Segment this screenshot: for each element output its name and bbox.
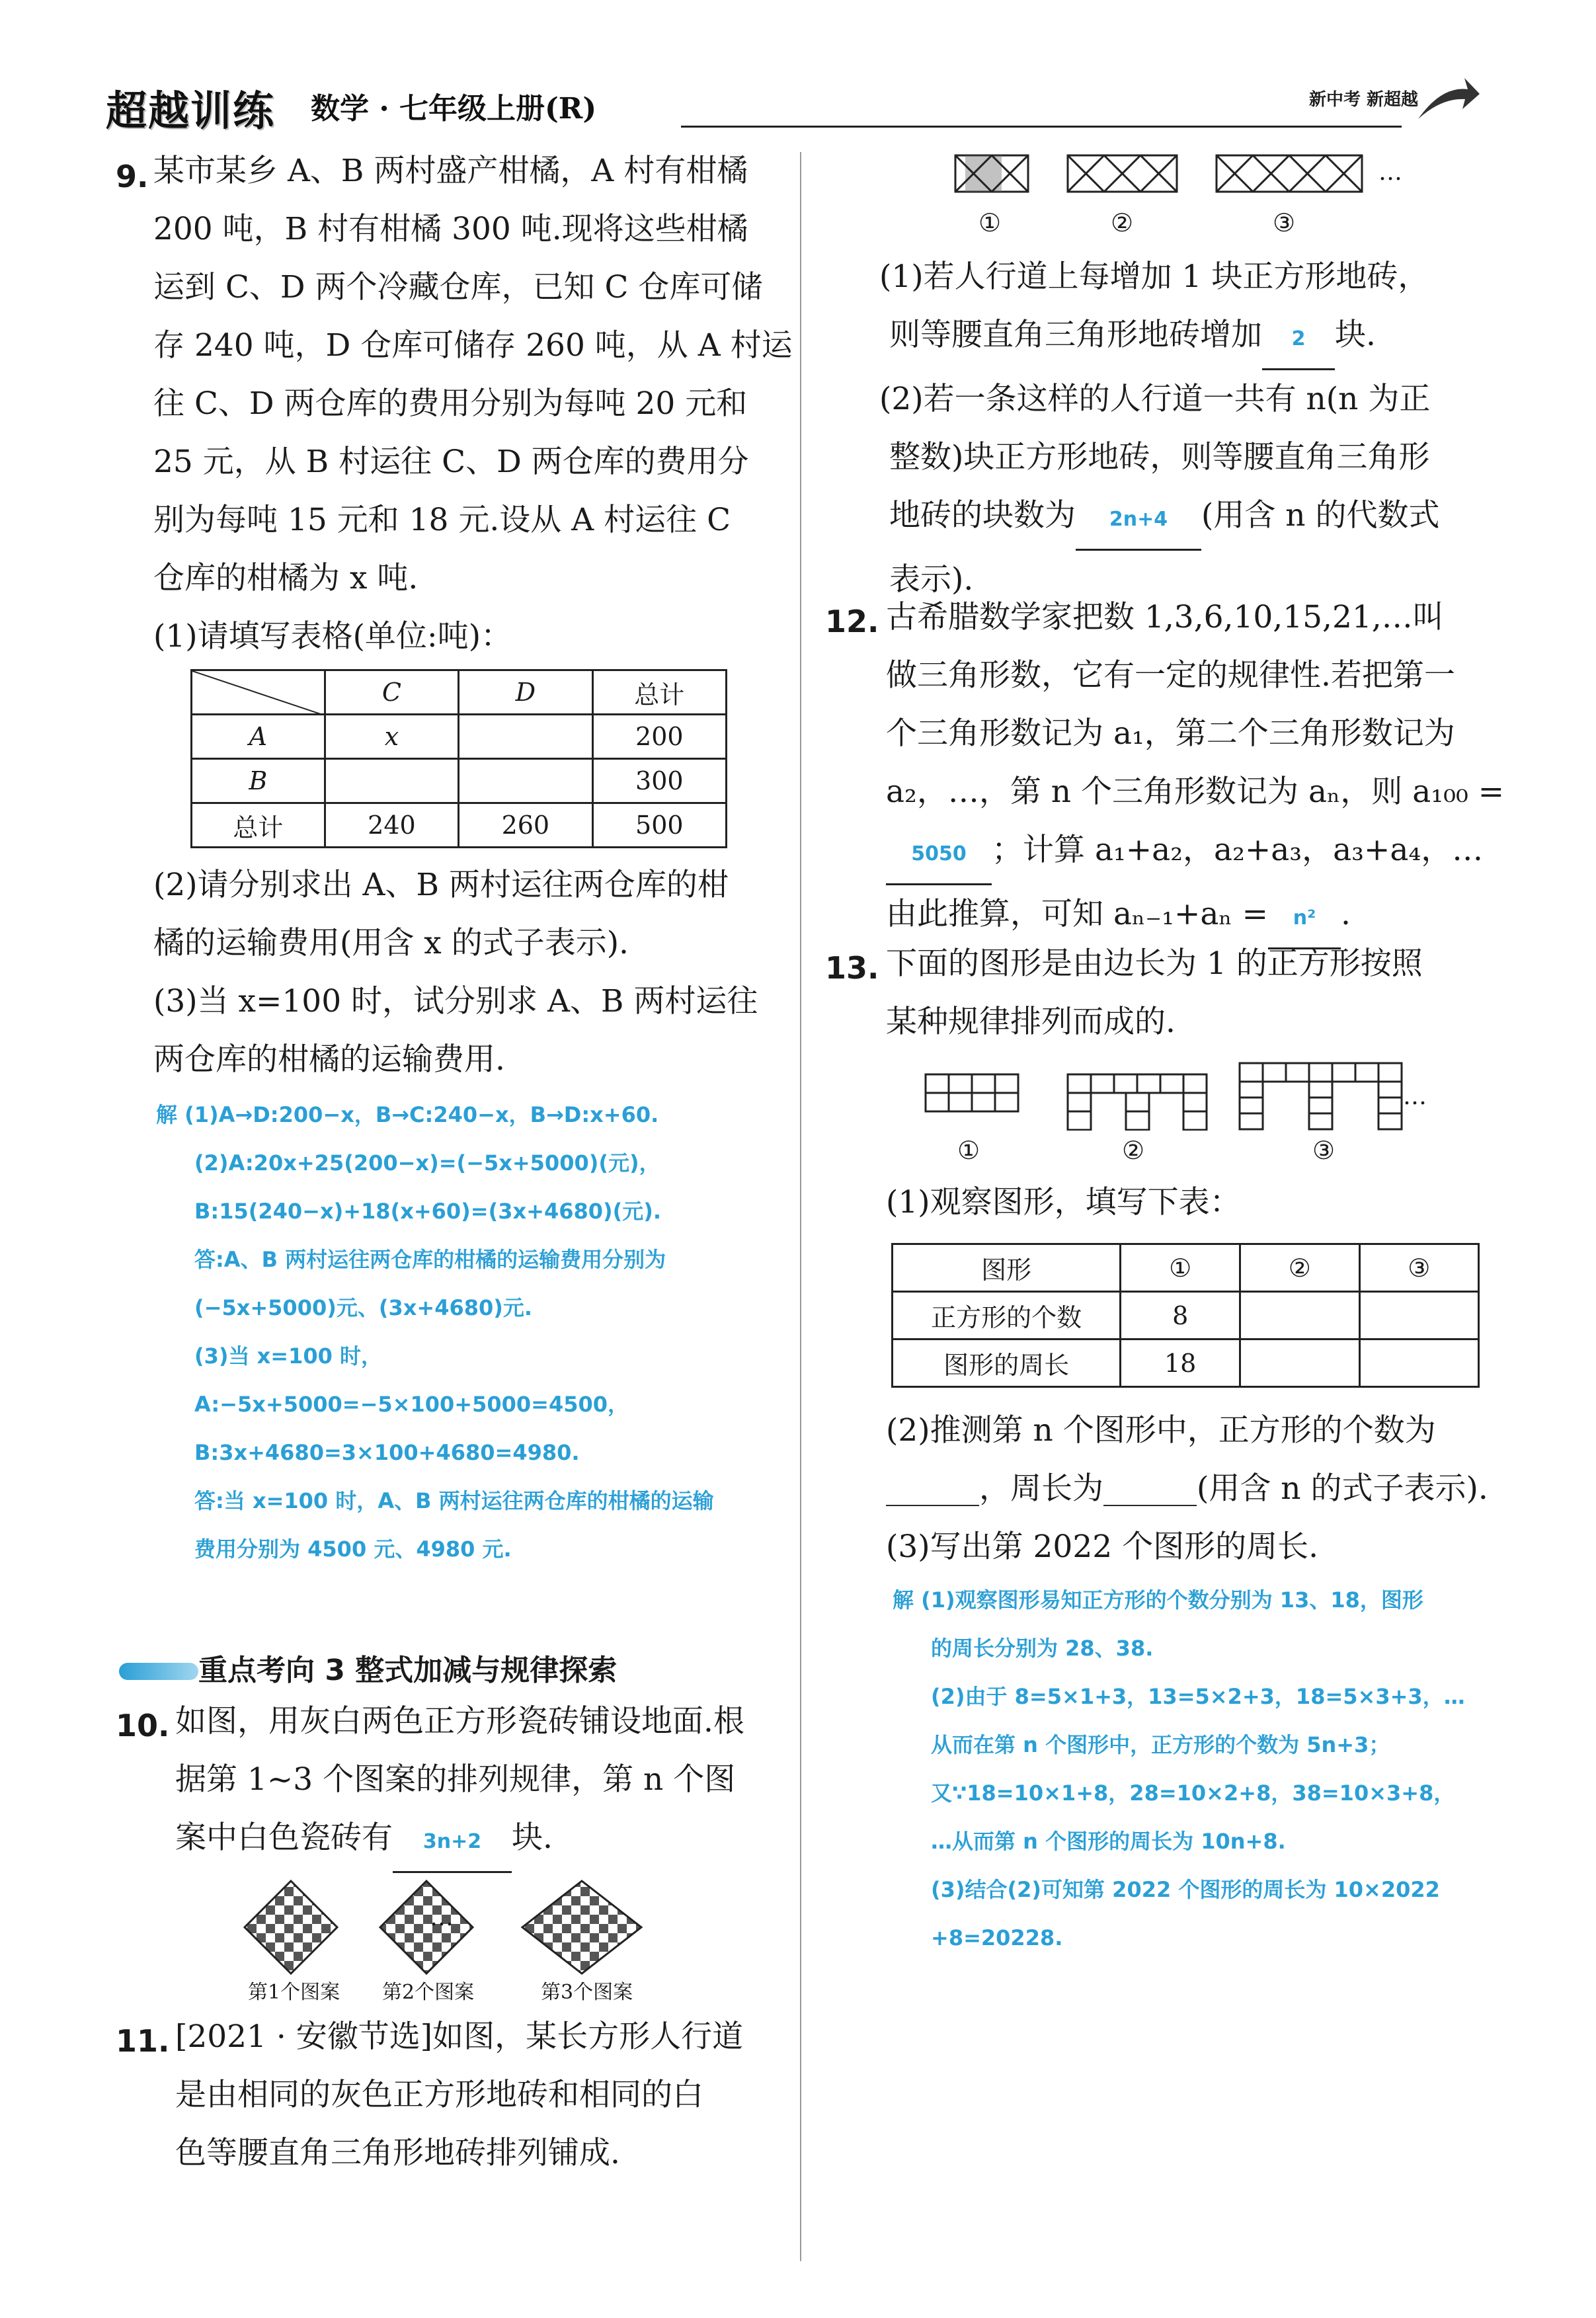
question-10-number: 10. — [116, 1708, 170, 1743]
q10-tile-figures — [238, 1878, 714, 1990]
question-9-number: 9. — [116, 159, 149, 194]
q11-fig-label-2: ② — [1111, 208, 1134, 237]
header-rule — [681, 126, 1402, 128]
question-13-parts: (2)推测第 n 个图形中，正方形的个数为 ______，周长为______(用含 n 的式子表示). (3)写出第 2022 个图形的周长. — [886, 1412, 1488, 1565]
question-9-table: C D 总计 A x 200 B 300 总计 240 260 500 — [190, 669, 727, 848]
section-title: 重点考向 3 整式加减与规律探索 — [198, 1654, 618, 1687]
q10-caption-2: 第2个图案 — [382, 1981, 475, 2004]
q13-fig-label-1: ① — [957, 1136, 980, 1165]
q11-sidewalk-figures — [952, 152, 1402, 198]
q12-answer-1-blank: 5050 — [886, 825, 992, 885]
header-slogan: 新中考 新超越 — [1309, 90, 1419, 110]
question-9-parts: (2)请分别求出 A、B 两村运往两仓库的柑 橘的运输费用(用含 x 的式子表示). (3)当 x=100 时，试分别求 A、B 两村运往 两仓库的柑橘的运输费用. — [153, 867, 758, 1078]
q10-caption-3: 第3个图案 — [541, 1981, 633, 2004]
arrow-logo-icon — [1415, 73, 1481, 126]
q11-fig-label-1: ① — [978, 208, 1002, 237]
q13-ellipsis: … — [1403, 1083, 1427, 1110]
question-10-body: 如图，用灰白两色正方形瓷砖铺设地面.根 据第 1~3 个图案的排列规律，第 n 个图 案中白色瓷砖有 3n+2 块. — [175, 1693, 744, 1873]
question-12-body: 古希腊数学家把数 1,3,6,10,15,21,…叫 做三角形数，它有一定的规律性.若把第一 个三角形数记为 a₁，第二个三角形数记为 a₂，…，第 n 个三角形数记为 aₙ，则 a₁₀₀ = 5050 ；计算 a₁+a₂，a₂+a₃，a₃+a₄，… 由此推算，可知 aₙ₋₁+aₙ = n² . — [886, 588, 1504, 949]
question-9-solution: 解 (1)A→D:200−x，B→C:240−x，B→D:x+60. (2)A:20x+25(200−x)=(−5x+5000)(元)， B:15(240−x)+18(x+60)=(3x+4680)(元). 答:A、B 两村运往两仓库的柑橘的运输费用分别为 (−5x+5000)元、(3x+4680)元. (3)当 x=100 时， A:−5x+5000=−5×100+5000=4500， B:3x+4680=3×100+4680=4980. 答:当 x=100 时，A、B 两村运往两仓库的柑橘的运输 费用分别为 4500 元、4980 元. — [156, 1102, 714, 1562]
question-13-solution: 解 (1)观察图形易知正方形的个数分别为 13、18，图形 的周长分别为 28、38. (2)由于 8=5×1+3，13=5×2+3，18=5×3+3，… 从而在第 n 个图形中，正方形的个数为 5n+3； 又∵18=10×1+8，28=10×2+8，38=10×3+8， …从而第 n 个图形的周长为 10n+8. (3)结合(2)可知第 2022 个图形的周长为 10×2022 +8=20228. — [893, 1587, 1465, 1950]
q13-square-figures — [922, 1058, 1425, 1131]
q13-fig-label-2: ② — [1122, 1136, 1145, 1165]
q10-answer-blank: 3n+2 — [393, 1813, 512, 1873]
q12-answer-2-blank: n² — [1268, 889, 1341, 949]
q11-answer-1-blank: 2 — [1262, 310, 1335, 370]
question-11-parts: (1)若人行道上每增加 1 块正方形地砖， 则等腰直角三角形地砖增加 2 块. (2)若一条这样的人行道一共有 n(n 为正 整数)块正方形地砖，则等腰直角三角形 地砖的块数为 2n+4 (用含 n 的代数式 表示). — [879, 259, 1440, 598]
q11-fig-label-3: ③ — [1273, 208, 1296, 237]
table-corner-cell — [192, 670, 325, 715]
question-11-body: [2021 · 安徽节选]如图，某长方形人行道 是由相同的灰色正方形地砖和相同的白 色等腰直角三角形地砖排列铺成. — [175, 2018, 744, 2171]
section-marker — [119, 1663, 198, 1680]
question-13-number: 13. — [825, 950, 879, 986]
q11-ellipsis: … — [1378, 159, 1402, 186]
q11-answer-2-blank: 2n+4 — [1076, 491, 1201, 551]
brand-logo: 超越训练 — [106, 87, 276, 135]
question-12-number: 12. — [825, 604, 879, 639]
question-13-table: 图形 ① ② ③ 正方形的个数 8 图形的周长 18 — [891, 1243, 1480, 1388]
q10-ellipsis: … — [430, 1904, 454, 1931]
q10-caption-1: 第1个图案 — [248, 1981, 340, 2004]
question-13-part1: (1)观察图形，填写下表： — [886, 1184, 1241, 1220]
q13-fig-label-3: ③ — [1312, 1136, 1336, 1165]
question-11-number: 11. — [116, 2023, 170, 2059]
column-divider — [800, 152, 801, 2261]
question-9-body: 某市某乡 A、B 两村盛产柑橘，A 村有柑橘 200 吨，B 村有柑橘 300 吨.现将这些柑橘 运到 C、D 两个冷藏仓库，已知 C 仓库可储 存 240 吨，D 仓库可储存 260 吨，从 A 村运 往 C、D 两仓库的费用分别为每吨 20 元和 25 元，从 B 村运往 C、D 两仓库的费用分 别为每吨 15 元和 18 元.设从 A 村运往 C 仓库的柑橘为 x 吨. (1)请填写表格(单位:吨)： — [153, 153, 793, 655]
question-13-body: 下面的图形是由边长为 1 的正方形按照 某种规律排列而成的. — [886, 945, 1423, 1040]
book-subtitle: 数学 · 七年级上册(R) — [311, 92, 597, 126]
